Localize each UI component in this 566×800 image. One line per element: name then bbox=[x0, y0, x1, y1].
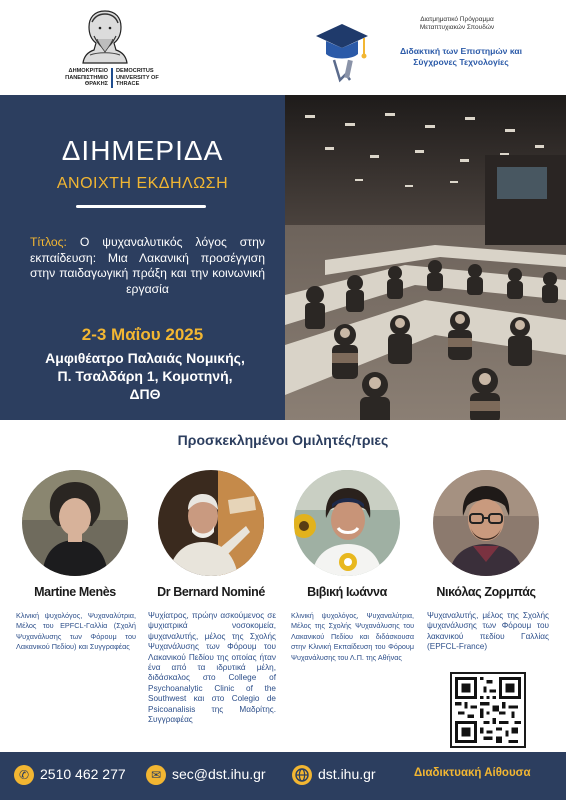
speakers-heading: Προσκεκλημένοι Ομιλητές/τριες bbox=[177, 432, 389, 448]
speaker-bio-zorbas: Ψυχαναλυτής, μέλος της Σχολής ψυχανάλυσης των Φόρουμ του λακανικού πεδίου Γαλλίας (EPFCL-France) bbox=[427, 611, 549, 652]
program-logo bbox=[312, 10, 542, 90]
hero-section bbox=[0, 95, 566, 420]
venue-line3: ΔΠΘ bbox=[129, 386, 161, 402]
speaker-name-menes: Martine Menès bbox=[34, 585, 116, 599]
speaker-name-zorbas: Νικόλας Ζορμπάς bbox=[436, 585, 536, 599]
footer-website[interactable] bbox=[292, 765, 402, 787]
speaker-bio-viviki: Κλινική ψυχολόγος, Ψυχαναλύτρια, Μέλος της Σχολής Ψυχανάλυσης του Λακανικού Πεδίου και διδάσκουσα στην Κλινική Εκπαίδευση του Φόρουμ Ψυχανάλυσης του Λ.Π. της Αθήνας bbox=[291, 611, 414, 662]
event-venue bbox=[30, 349, 260, 403]
phone-icon: ✆ bbox=[14, 765, 34, 785]
venue-line2: Π. Τσαλδάρη 1, Κομοτηνή, bbox=[57, 368, 233, 384]
university-divider bbox=[111, 68, 113, 88]
university-name-english: DEMOCRITUS UNIVERSITY OF THRACE bbox=[116, 68, 159, 88]
speaker-name-viviki: Βιβική Ιωάννα bbox=[307, 585, 387, 599]
program-label-line1: Διατμηματικό Πρόγραμμα bbox=[420, 16, 494, 23]
event-dates: 2-3 Μαΐου 2025 bbox=[81, 325, 204, 344]
topic-label: Τίτλος: bbox=[30, 235, 67, 249]
header bbox=[0, 0, 566, 95]
footer-email[interactable] bbox=[146, 765, 276, 787]
program-label-line2: Μεταπτυχιακών Σπουδών bbox=[419, 24, 495, 31]
speaker-photo-menes bbox=[22, 470, 128, 576]
event-title: ΔΙΗΜΕΡΙΔΑ bbox=[61, 135, 224, 166]
qr-code-icon bbox=[455, 677, 521, 743]
website-url: dst.ihu.gr bbox=[318, 766, 376, 782]
democritus-bust-icon bbox=[80, 8, 130, 64]
title-divider bbox=[76, 205, 206, 208]
program-label bbox=[382, 16, 532, 32]
speaker-photo-zorbas bbox=[433, 470, 539, 576]
speaker-name-nomine: Dr Bernard Nominé bbox=[157, 585, 265, 599]
program-title-line2: Σύγχρονες Τεχνολογίες bbox=[413, 57, 509, 67]
email-icon: ✉ bbox=[146, 765, 166, 785]
speaker-bio-nomine: Ψυχίατρος, πρώην ασκούμενος σε ψυχιατρικά νοσοκομεία, ψυχαναλυτής, μέλος της Σχολής Ψυχανάλυσης των Φόρουμ του Λακανικού Πεδίου της οποίας ήταν ένα από τα ιδρυτικά μέλη, διδάσκαλος στο College of Psychoanalytic Clinic of the Southwest και στο Colegio de Psicoanalisis της Μαδρίτης. Συγγραφέας bbox=[148, 611, 276, 725]
online-room-link[interactable]: Διαδικτυακή Αίθουσα bbox=[414, 767, 531, 779]
speaker-bio-menes: Κλινική ψυχολόγος, Ψυχαναλύτρια, Μέλος του EPFCL-Γαλλία (Σχολή Ψυχανάλυσης των Φόρουμ του Λακανικού Πεδίου) και Συγγραφέας bbox=[16, 611, 136, 652]
university-name-greek: ΔΗΜΟΚΡΙΤΕΙΟ ΠΑΝΕΠΙΣΤΗΜΙΟ ΘΡΑΚΗΣ bbox=[65, 68, 108, 88]
speaker-photo-vivikī bbox=[294, 470, 400, 576]
program-title bbox=[376, 46, 546, 68]
lecture-hall-illustration bbox=[285, 95, 566, 420]
email-address: sec@dst.ihu.gr bbox=[172, 766, 266, 782]
globe-icon bbox=[292, 765, 312, 785]
topic-text: Ο ψυχαναλυτικός λόγος στην εκπαίδευση: Μια Λακανική προσέγγιση στην παιδαγωγική πράξη και την κοινωνική εργασία bbox=[30, 235, 265, 296]
phone-number: 2510 462 277 bbox=[40, 766, 126, 782]
qr-code[interactable] bbox=[450, 672, 526, 748]
event-topic bbox=[30, 235, 265, 297]
event-info-panel bbox=[0, 95, 285, 420]
event-subtitle: ΑΝΟΙΧΤΗ ΕΚΔΗΛΩΣΗ bbox=[56, 175, 229, 192]
university-logo bbox=[60, 8, 159, 90]
venue-line1: Αμφιθέατρο Παλαιάς Νομικής, bbox=[45, 350, 245, 366]
graduation-cap-icon bbox=[312, 14, 372, 84]
footer bbox=[0, 752, 566, 800]
speaker-photo-nomine bbox=[158, 470, 264, 576]
lecture-hall-photo bbox=[285, 95, 566, 420]
program-title-line1: Διδακτική των Επιστημών και bbox=[399, 46, 523, 56]
footer-phone[interactable] bbox=[14, 765, 144, 787]
